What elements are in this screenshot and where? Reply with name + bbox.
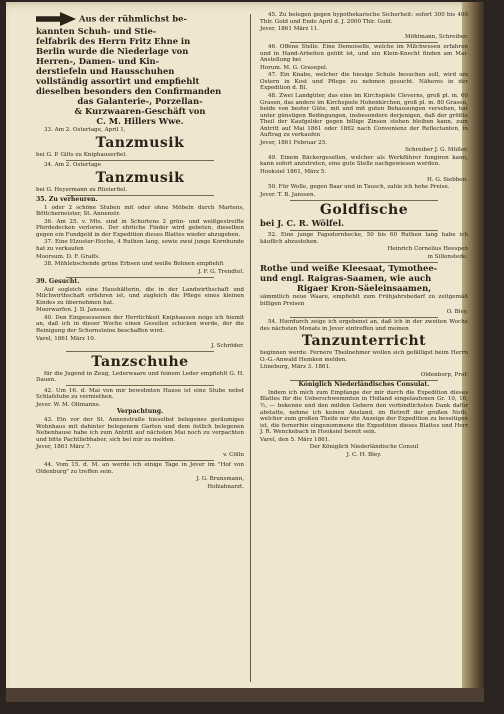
ad44-signature-title: Hofzahnarzt. bbox=[207, 483, 244, 490]
ad49-date: Hooksiel 1861, März 5. bbox=[260, 169, 327, 176]
tanzschuhe-heading: Tanzschuhe bbox=[91, 353, 189, 370]
ad43-heading: Verpachtung. bbox=[116, 408, 164, 416]
ad55-signature-name: J. C. H. Bley. bbox=[346, 451, 382, 458]
tanzunterricht-heading: Tanzunterricht bbox=[301, 333, 427, 350]
ad43-signature: v. Cölln bbox=[223, 451, 244, 458]
ad1-big: das Galanterie-, Porzellan- bbox=[77, 96, 203, 106]
ad42-signature: Jever. W. M. Oltmanns. bbox=[36, 401, 101, 408]
ad54-continued: beginnen werde. Fernere Theilnehmer wollen sich gefälligst beim Herrn O.-G.-Anwald Hemken melden. bbox=[260, 350, 468, 363]
ad40-date: Varel, 1861 März 10. bbox=[36, 335, 96, 342]
ad50-signature: Jever. T. B. Janssen. bbox=[260, 191, 316, 198]
ad41: für die Jugend in Zeug, Lederwaare und feinem Leder empfiehlt G. H. Dauen. bbox=[36, 370, 244, 384]
column-divider bbox=[250, 14, 251, 682]
goldfische-heading: Goldfische bbox=[319, 202, 409, 219]
ad44: 44. Vom 15. d. M. an werde ich einige Tage in Jever im "Hof von Oldenburg" zu treffen sein. bbox=[36, 462, 244, 475]
ad54: 54. Hierdurch zeige ich ergebenst an, daß ich in der zweiten Woche des nächsten Monats in Jever eintreffen und meinen bbox=[260, 319, 468, 332]
separator bbox=[290, 42, 438, 43]
bottom-strip bbox=[6, 688, 484, 702]
ad45: 45. Zu belegen gegen hypothekarische Sicherheit: sofort 300 bis 400 Thlr. Gold und Ende April d. J. 2000 Thlr. Gold. bbox=[260, 12, 468, 25]
ad53-big: und engl. Raigras-Saamen, wie auch bbox=[260, 273, 432, 284]
ad44-signature: J. G. Brunsmann, bbox=[196, 476, 244, 483]
ad46-signature: Horum. M. G. Grasepel. bbox=[260, 64, 328, 71]
ad48-date: Jever, 1861 Februar 25. bbox=[260, 139, 328, 146]
ad1-big: C. M. Hillers Wwe. bbox=[96, 116, 184, 126]
ad55-date: Varel, den 5. März 1861. bbox=[260, 436, 331, 443]
ad53-big: Rothe und weiße Kleesaat, Tymothee- bbox=[260, 263, 438, 274]
ad1-big: derstiefeln und Hausschuhen bbox=[36, 66, 175, 76]
ad36: 36. Am 25. v. Mts. sind in Schortens 2 grün- und weißgestreifte Pferdedecken verloren. Der ehrliche Finder wird gebeten, dieselben gegen ein Fundgeld in der Expedition dieses Blattes wieder abzugeben. bbox=[36, 218, 244, 238]
ad48-signature: Schreiber J. G. Müller. bbox=[405, 147, 468, 154]
ad33: 33. Am 2. Ostertage, April 1, bbox=[44, 127, 126, 133]
ad38: 38. Mühlebschende grüne Erbsen und weiße Bohnen empfiehlt bbox=[44, 261, 224, 268]
ad39: Auf sogleich eine Haushälterin, die in der Landwirthschaft und Milchwirthschaft erfahren ist, und zugleich die Pflege eines kleinen Kindes zu übernehmen hat. bbox=[36, 286, 244, 306]
separator bbox=[66, 460, 214, 461]
ad37-signature: Moorsum. D. F. Gralfs. bbox=[36, 253, 100, 260]
tanzmusik-heading: Tanzmusik bbox=[95, 134, 185, 151]
ad54-signature: Oldenborp, Prof. bbox=[420, 371, 468, 378]
ad43-date: Jever, 1861 März 7. bbox=[36, 444, 92, 451]
ad34-signature: bei G. Heyermann zu Rüsterfiel. bbox=[36, 186, 128, 193]
ad1-lead: Aus der rühmlichst be- bbox=[79, 13, 187, 24]
ad53: sämmtlich neue Waare, empfiehlt zum Frühjahrsbedarf zu zeitgemäß billigen Preisen bbox=[260, 294, 468, 307]
ad34: 34. Am 2. Ostertage bbox=[44, 162, 102, 169]
right-column bbox=[260, 12, 468, 459]
ad55-heading: Königlich Niederländisches Consulat. bbox=[298, 381, 430, 389]
ad54-date: Lüneburg, März 3. 1861. bbox=[260, 364, 331, 371]
ad47: 47. Ein Knabe, welcher die hiesige Schule besuchen soll, wird um Ostern in Kost und Pflege zu nehmen gesucht. Näheres in der Expedition d. Bl. bbox=[260, 72, 468, 92]
ad35: 1 oder 2 schöne Stuben mit oder ohne Möbeln durch Martens, Böttcherneister, St. Annenstr. bbox=[36, 204, 244, 218]
ad35-heading: 35. Zu verheuren. bbox=[36, 196, 98, 204]
ad49-signature: H. G. Siebben. bbox=[426, 176, 468, 183]
ad51-signature: bei J. C. R. Wölfel. bbox=[260, 218, 345, 229]
ad42: 42. Um 16. d. Mai von mir bewohnten Hause ist eine Stube nebst Schlafstube zu vermiethen. bbox=[36, 387, 244, 401]
ad1-line: felfabrik des Herrn Fritz Ehne in bbox=[36, 36, 191, 46]
newspaper-page bbox=[6, 2, 484, 702]
ad45-signature: Möhlmann, Schreiber. bbox=[405, 33, 468, 40]
ad55-signature: Der Königlich Niederländische Consul bbox=[309, 444, 419, 451]
ad37: 37. Eine Elzuster-Hoche, 4 Ruthen lang, sowie zwei junge Kornhunde hat zu verkaufen bbox=[36, 239, 244, 253]
separator bbox=[290, 200, 438, 201]
ad1-big: Herren-, Damen- und Kin- bbox=[36, 56, 160, 66]
ad1-big: & Kurzwaaren-Geschäft von bbox=[74, 106, 206, 116]
ad52: 52. Eine junge Fagedornhecke, 50 bis 60 Ruthen lang habe ich käuflich abzustehen. bbox=[260, 232, 468, 245]
separator bbox=[66, 385, 214, 386]
ad40-signature: J. Schröder. bbox=[211, 343, 244, 350]
ad1-big: dieselben besonders den Confirmanden bbox=[36, 86, 222, 96]
ad1-line: Berlin wurde die Niederlage von bbox=[36, 46, 189, 56]
pointing-hand-icon bbox=[36, 12, 76, 26]
separator bbox=[66, 160, 214, 161]
ad33-signature: bei G. P. Gilts zu Kniphauserfiel. bbox=[36, 151, 127, 158]
ad52-signature: Heinrich Cornelius Heespen bbox=[387, 246, 468, 253]
ad53-big: Rigaer Kron-Säeleinsaamen, bbox=[296, 283, 432, 294]
ad53-signature: O. Bley. bbox=[446, 308, 468, 315]
ad39-heading: 39. Gesucht. bbox=[36, 278, 80, 286]
ad46: 46. Offene Stelle. Eine Demoiselle, welche im Milchwesen erfahren und in Hand-Arbeiten geübt ist, und ein Klein-Knecht finden am Mai-Anstellung bei bbox=[260, 44, 468, 64]
ad45-date: Jever, 1861 März 11. bbox=[260, 26, 320, 33]
ad43: 43. Ein vor der St. Annenstraße hieselbst belegenes geräumiges Wohnhaus mit dahinter belegenem Garten und dem östlich belegenen Nebenhause habe ich zum Antritt auf nächsten Mai noch zu verpachten und bitte Pachtliebhaber, sich bei mir zu melden. bbox=[36, 416, 244, 443]
ad40: 40. Den Eingesessenen der Herrlichkeit Kniphausen zeige ich hiemit an, daß ich in dieser Woche einen Gesellen schicken werde, der die Reinigung der Schornsteine beschaffen wird. bbox=[36, 314, 244, 335]
separator bbox=[290, 230, 438, 231]
ad1-line: kannten Schuh- und Stie- bbox=[36, 26, 157, 36]
ad39-signature: Moorwarfen. J. D. Janssen. bbox=[36, 307, 112, 314]
tanzmusik-heading: Tanzmusik bbox=[95, 169, 185, 186]
ad50: 50. Für Wolle, gegen Baar und in Tausch, zahle ich hohe Preise. bbox=[268, 184, 450, 191]
ad1-big: vollständig assortirt und empfiehlt bbox=[36, 76, 200, 86]
left-column bbox=[36, 12, 244, 491]
ad38-signature: J. F. G. Trendtel. bbox=[198, 268, 244, 275]
separator bbox=[66, 277, 214, 278]
separator bbox=[66, 351, 214, 352]
ad55: Indem ich mich zum Empfange der mir durch die Expedition dieses Blattes für die Ueberschwemmten in Holland eingelaufenen Gr. 10, 10, ½, — bekenne und den milden Gebern den verbindlichsten Dank dafür abstatte, nehme ich keinen Anstand, im Betreff der großen Noth, welcher zum großen Theile nur die Anzeige der Expedition zu beseitigen ist, die fernerhin eingenommene die Expedition dieses Blattes und Herr J. R. Wenckebach in Hooksiel bereit sein. bbox=[260, 389, 468, 436]
separator bbox=[290, 317, 438, 318]
ad52-place: in Sillenstede. bbox=[427, 253, 468, 260]
ad49: 49. Einem Bäckergesellen, welcher als Werkführer fungiren kann, kann sofort anzutreten, eine gute Stelle nachgewiesen werden. bbox=[260, 154, 468, 168]
ad48: 48. Zwei Landgüter, das eine im Kirchspiele Cleverns, groß pl. m. 60 Grasen, das andere im Kirchspiele Hohenkirchen, groß pl. m. 80 Grasen, beide von bester Güte, mit und mit guten Behausungen versehen, hat unter günstigen Bedingungen, insbesondere derjenigen, daß der größte Theil der Kaufgelder gegen billige Zinsen stehen bleiben kann, zum Antritt auf Mai 1861 oder 1862 nach Convenienz der Reflectanten, in Auftrag zu verkaufen bbox=[260, 93, 468, 139]
